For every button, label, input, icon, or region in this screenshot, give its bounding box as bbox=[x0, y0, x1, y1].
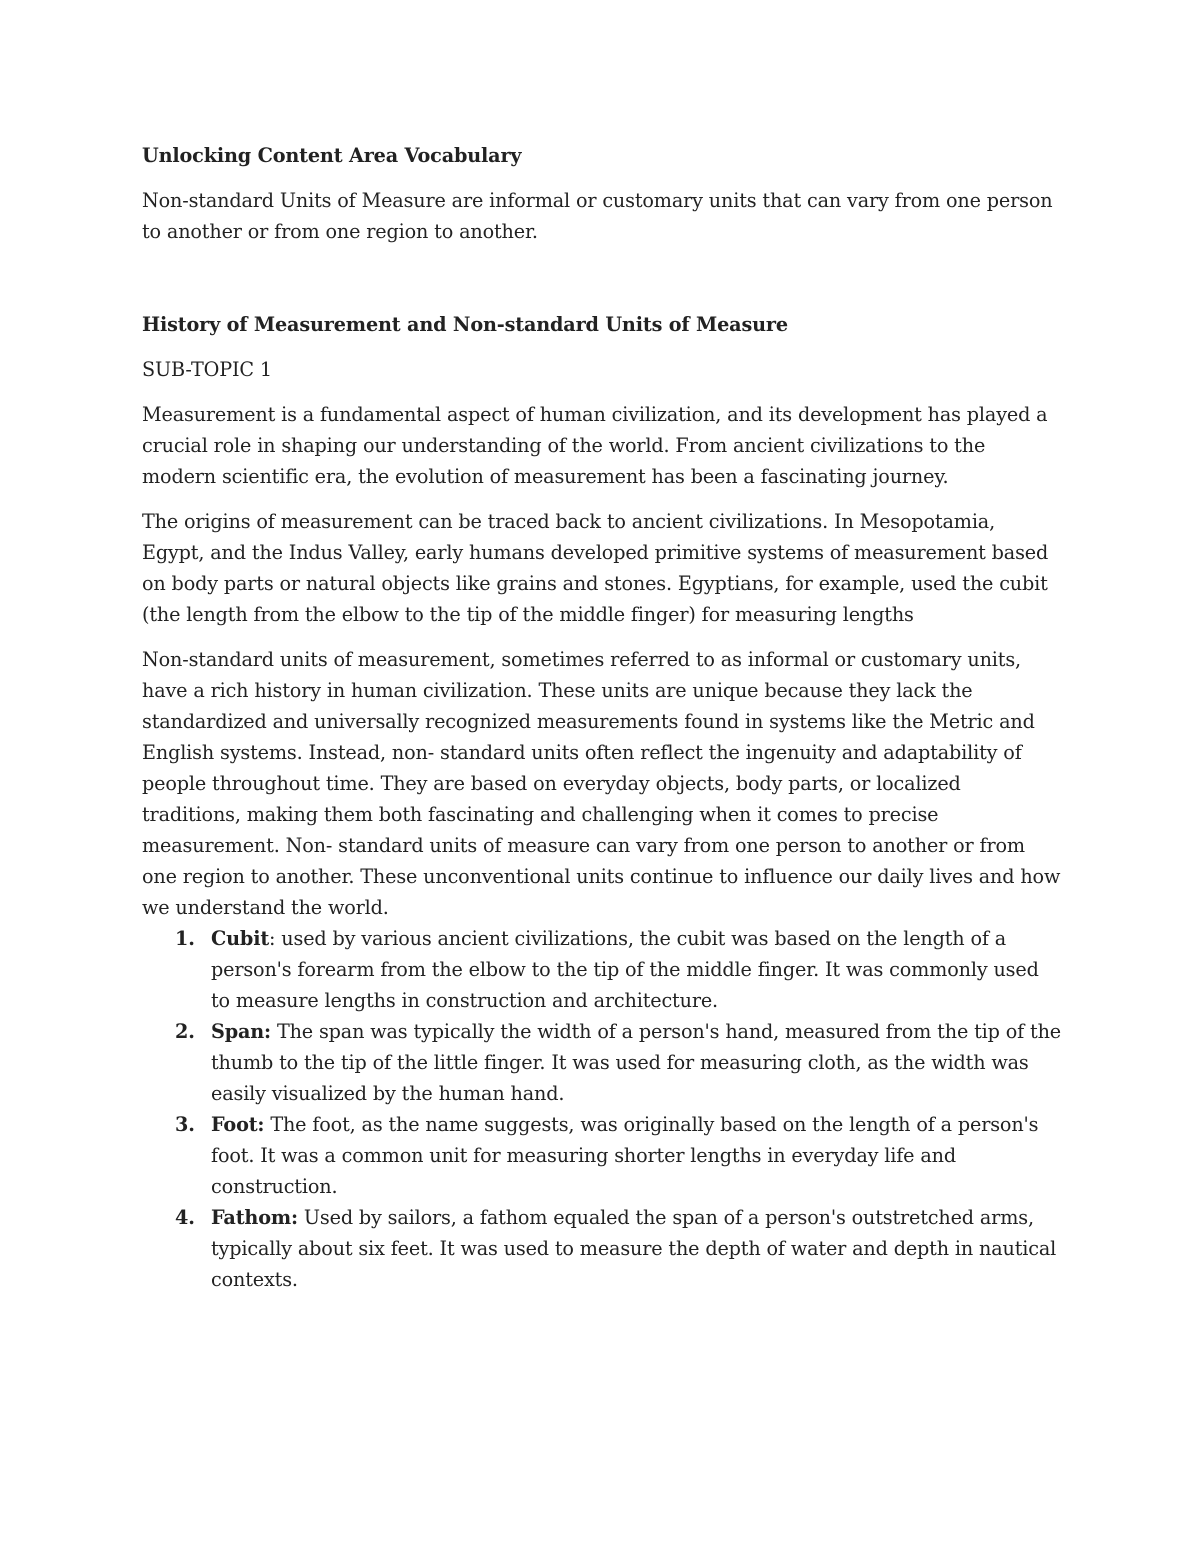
list-text: Used by sailors, a fathom equaled the span of a person's outstretched arms, typically about six feet. It was used to measure the depth of water and depth in nautical contexts. bbox=[211, 1206, 1057, 1291]
paragraph-measurement-intro: Measurement is a fundamental aspect of human civilization, and its development has played a crucial role in shaping our understanding of the world. From ancient civilizations to the modern scientific era, the evolution of measurement has been a fascinating journey. bbox=[142, 403, 1048, 488]
list-text: : used by various ancient civilizations, the cubit was based on the length of a person's forearm from the elbow to the tip of the middle finger. It was commonly used to measure lengths in construction and architecture. bbox=[211, 927, 1039, 1012]
list-text: The span was typically the width of a person's hand, measured from the tip of the thumb to the tip of the little finger. It was used for measuring cloth, as the width was easily visualized by the human hand. bbox=[211, 1020, 1062, 1105]
list-item-cubit bbox=[142, 923, 1062, 1016]
paragraph-origins: The origins of measurement can be traced back to ancient civilizations. In Mesopotamia, Egypt, and the Indus Valley, early humans developed primitive systems of measurement based on body parts or natural objects like grains and stones. Egyptians, for example, used the cubit (the length from the elbow to the tip of the middle finger) for measuring lengths bbox=[142, 510, 1049, 626]
list-number: 1. bbox=[175, 927, 195, 950]
list-term: Foot: bbox=[211, 1113, 265, 1136]
list-term: Cubit bbox=[211, 927, 270, 950]
list-number: 4. bbox=[175, 1206, 195, 1229]
units-list bbox=[142, 923, 1062, 1295]
list-item-span bbox=[142, 1016, 1062, 1109]
history-heading: History of Measurement and Non-standard Units of Measure bbox=[142, 313, 788, 336]
document-page bbox=[142, 140, 1062, 1295]
vocabulary-heading: Unlocking Content Area Vocabulary bbox=[142, 144, 522, 167]
list-item-foot bbox=[142, 1109, 1062, 1202]
list-item-fathom bbox=[142, 1202, 1062, 1295]
list-number: 2. bbox=[175, 1020, 195, 1043]
list-term: Fathom: bbox=[211, 1206, 298, 1229]
list-text: The foot, as the name suggests, was originally based on the length of a person's foot. It was a common unit for measuring shorter lengths in everyday life and construction. bbox=[211, 1113, 1039, 1198]
list-number: 3. bbox=[175, 1113, 195, 1136]
subtopic-label: SUB-TOPIC 1 bbox=[142, 358, 272, 381]
paragraph-non-standard-units: Non-standard units of measurement, sometimes referred to as informal or customary units, have a rich history in human civilization. These units are unique because they lack the standardized and universally recognized measurements found in systems like the Metric and English systems. Instead, non- standard units often reflect the ingenuity and adaptability of people throughout time. They are based on everyday objects, body parts, or localized traditions, making them both fascinating and challenging when it comes to precise measurement. Non- standard units of measure can vary from one person to another or from one region to another. These unconventional units continue to influence our daily lives and how we understand the world. bbox=[142, 648, 1061, 919]
definition-paragraph: Non-standard Units of Measure are informal or customary units that can vary from one person to another or from one region to another. bbox=[142, 189, 1053, 243]
list-term: Span: bbox=[211, 1020, 271, 1043]
